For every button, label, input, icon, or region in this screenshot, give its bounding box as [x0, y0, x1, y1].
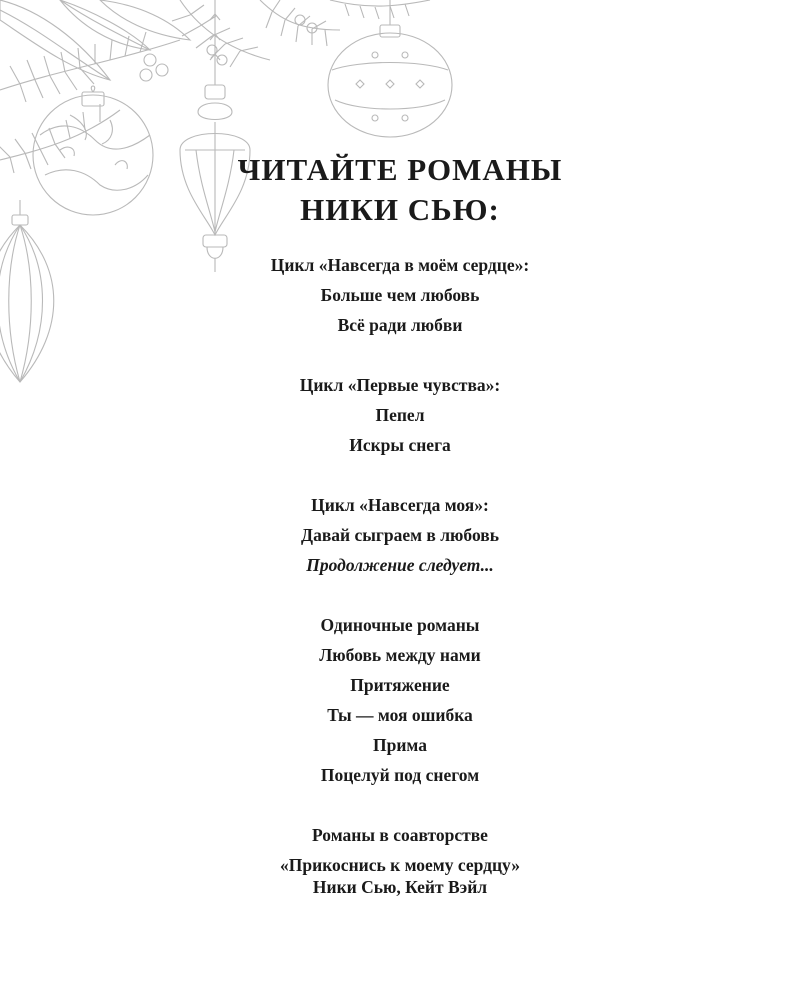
book-list — [0, 250, 800, 928]
book-title: «Прикоснись к моему сердцу» — [280, 855, 520, 875]
finial-ornament — [180, 0, 250, 272]
title-line-1: ЧИТАЙТЕ РОМАНЫ — [237, 152, 563, 187]
series-title: Цикл «Навсегда моя»: — [311, 495, 489, 515]
book-title: Искры снега — [349, 435, 451, 455]
series-section — [0, 490, 800, 580]
book-title: Поцелуй под снегом — [320, 765, 480, 785]
book-title: Давай сыграем в любовь — [301, 525, 499, 545]
continuation-note: Продолжение следует... — [306, 555, 494, 575]
title-line-2: НИКИ СЬЮ: — [300, 192, 500, 227]
coauthored-book — [0, 854, 800, 898]
page-title — [0, 150, 800, 230]
series-title: Цикл «Навсегда в моём сердце»: — [270, 255, 530, 275]
series-section — [0, 370, 800, 460]
berries — [140, 15, 317, 81]
book-title: Всё ради любви — [337, 315, 463, 335]
book-authors: Ники Сью, Кейт Вэйл — [312, 877, 488, 897]
series-section — [0, 250, 800, 340]
book-title: Любовь между нами — [319, 645, 481, 665]
section-title: Одиночные романы — [320, 615, 480, 635]
round-ornament-right — [328, 0, 452, 137]
book-title: Прима — [373, 735, 427, 755]
section-title: Романы в соавторстве — [312, 825, 488, 845]
book-title: Притяжение — [350, 675, 450, 695]
standalone-section — [0, 610, 800, 790]
book-title: Больше чем любовь — [320, 285, 480, 305]
poinsettia-leaves — [0, 0, 190, 80]
book-title: Ты — моя ошибка — [327, 705, 473, 725]
book-title: Пепел — [375, 405, 425, 425]
coauthored-section — [0, 820, 800, 898]
series-title: Цикл «Первые чувства»: — [299, 375, 501, 395]
